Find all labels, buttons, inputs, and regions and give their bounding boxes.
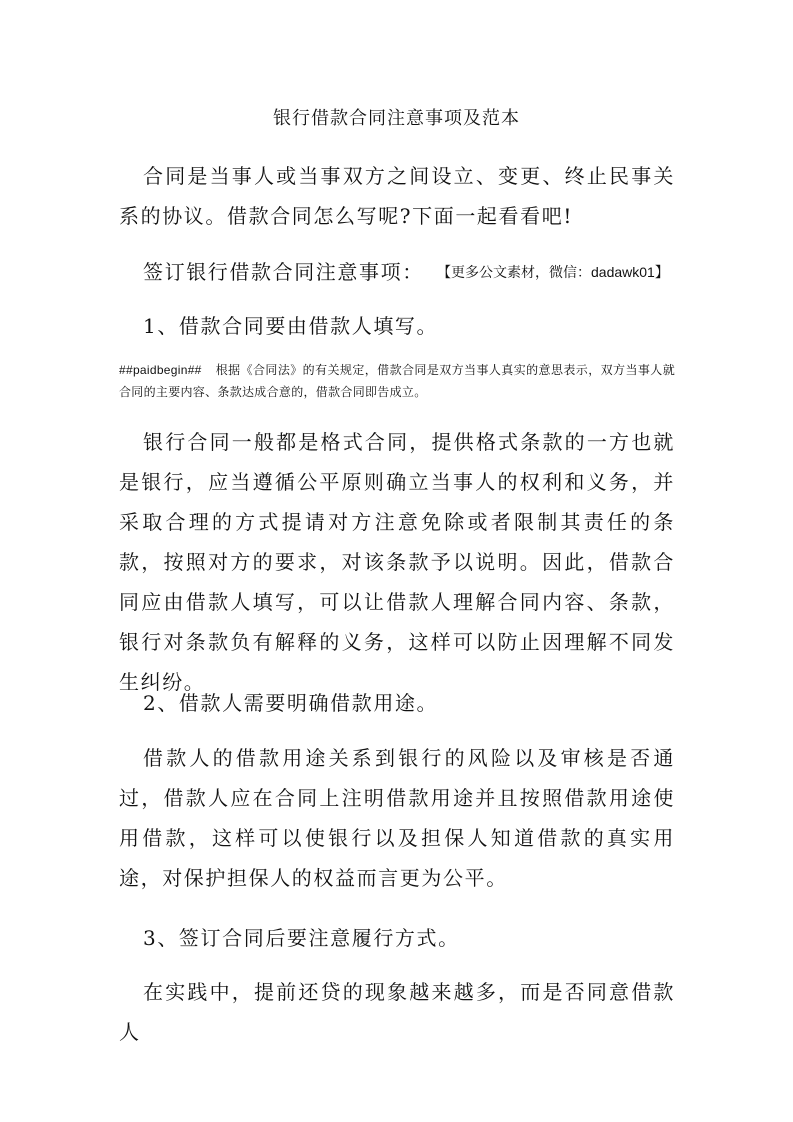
item2-heading: 2、借款人需要明确借款用途。 — [143, 691, 439, 715]
paid-tag: ##paidbegin## — [119, 363, 202, 377]
item3-heading: 3、签订合同后要注意履行方式。 — [143, 926, 460, 950]
item3-body: 在实践中，提前还贷的现象越来越多，而是否同意借款人 — [119, 980, 675, 1044]
item2-body: 借款人的借款用途关系到银行的风险以及审核是否通过，借款人应在合同上注明借款用途并且按照借款用途使用借款，这样可以使银行以及担保人知道借款的真实用途，对保护担保人的权益而言更为公平。 — [119, 746, 675, 890]
legal-note-text: 根据《合同法》的有关规定，借款合同是双方当事人真实的意思表示，双方当事人就合同的主要内容、条款达成合意的，借款合同即告成立。 — [119, 363, 675, 399]
item1-body: 银行合同一般都是格式合同，提供格式条款的一方也就是银行，应当遵循公平原则确立当事人的权利和义务，并采取合理的方式提请对方注意免除或者限制其责任的条款，按照对方的要求，对该条款予以说明。因此，借款合同应由借款人填写，可以让借款人理解合同内容、条款，银行对条款负有解释的义务，这样可以防止因理解不同发生纠纷。 — [119, 430, 675, 694]
promo-note: 【更多公文素材，微信：dadawk01】 — [437, 264, 669, 280]
sign-heading: 签订银行借款合同注意事项： — [143, 260, 424, 284]
intro-paragraph: 合同是当事人或当事双方之间设立、变更、终止民事关系的协议。借款合同怎么写呢?下面一起看看吧! — [119, 164, 675, 228]
legal-note-paragraph — [119, 359, 675, 403]
item1-heading: 1、借款合同要由借款人填写。 — [143, 314, 439, 338]
document-title: 银行借款合同注意事项及范本 — [273, 108, 520, 129]
